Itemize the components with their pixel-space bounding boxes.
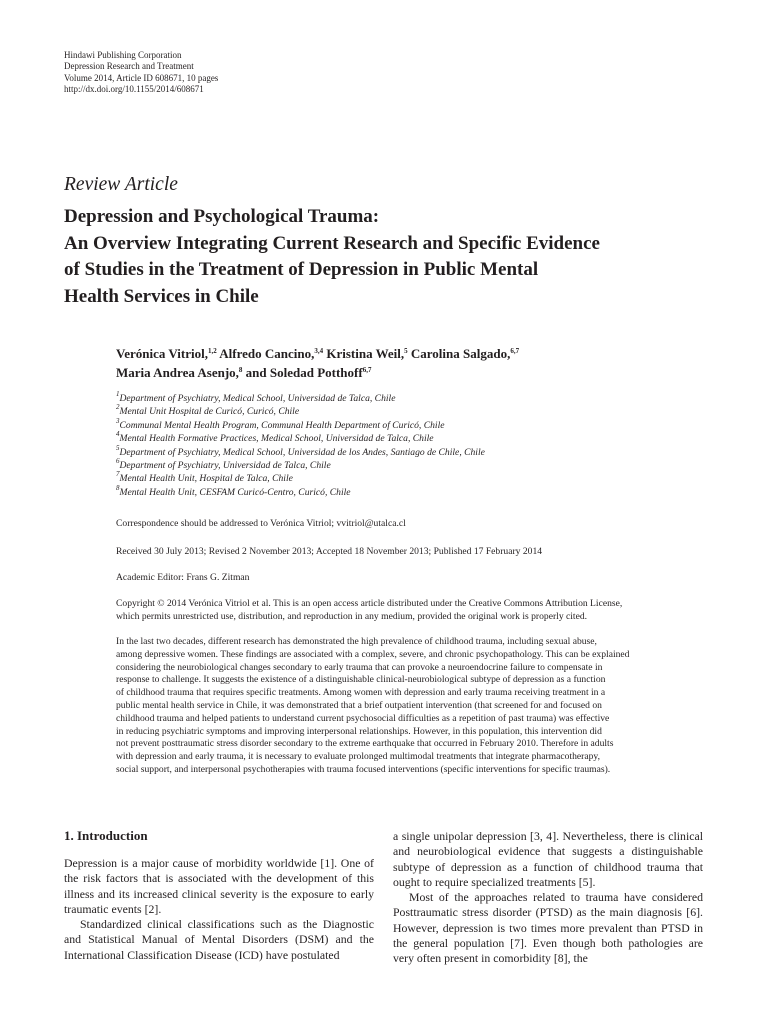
affiliation: $^5$Department of Psychiatry, Medical School, Universidad de los Andes, Santiago de Chile, Chile [116, 443, 485, 458]
paragraph: Depression is a major cause of morbidity worldwide [1]. One of the risk factors that is associated with the development of this illness and its increased clinical severity is the exposure to early traumatic events [2]. [64, 856, 374, 916]
title-line: Health Services in Chile [64, 285, 259, 307]
author: Verónica Vitriol,$^{1,2}$ [116, 346, 217, 361]
title-line: An Overview Integrating Current Research and Specific Evidence [64, 232, 600, 254]
affiliation: $^1$Department of Psychiatry, Medical School, Universidad de Talca, Chile [116, 390, 396, 404]
journal-name: Depression Research and Treatment [64, 61, 194, 72]
paragraph: Most of the approaches related to trauma have considered Posttraumatic stress disorder (PTSD) as the main diagnosis [6]. However, depression is two times more prevalent than PTSD in the general population [7]. Even though both pathologies are very often present in comorbidity [8], the [393, 890, 703, 966]
copyright-notice: Copyright © 2014 Verónica Vitriol et al. This is an open access article distributed under the Creative Commons Attribution License, which permits unrestricted use, distribution, and reproduction in any medium, provided the original work is properly cited. [116, 598, 623, 622]
paragraph: a single unipolar depression [3, 4]. Nevertheless, there is clinical and neurobiological evidence that suggests a distinguishable subtype of depression as a function of childhood trauma that ought to require specialized treatments [5]. [393, 829, 703, 889]
title-line: of Studies in the Treatment of Depression in Public Mental [64, 259, 539, 280]
section-heading: 1. Introduction [64, 828, 148, 843]
author: Maria Andrea Asenjo,$^8$ [116, 365, 243, 380]
affiliation: $^3$Communal Mental Health Program, Communal Health Department of Curicó, Chile [116, 416, 445, 431]
article-title [64, 204, 724, 310]
author-list [116, 344, 716, 382]
body-column-left [64, 856, 374, 963]
title-line: Depression and Psychological Trauma: [64, 206, 380, 227]
author: and Soledad Potthoff$^{6,7}$ [245, 365, 372, 380]
volume-info: Volume 2014, Article ID 608671, 10 pages [64, 72, 219, 83]
publisher: Hindawi Publishing Corporation [64, 50, 182, 60]
body-column-right [393, 829, 703, 967]
affiliation: $^6$Department of Psychiatry, Universidad de Talca, Chile [116, 457, 331, 472]
author: Alfredo Cancino,$^{3,4}$ [219, 346, 324, 361]
correspondence: Correspondence should be addressed to Verónica Vitriol; vvitriol@utalca.cl [116, 518, 406, 529]
doi-link[interactable]: http://dx.doi.org/10.1155/2014/608671 [64, 83, 204, 94]
affiliation: $^8$Mental Health Unit, CESFAM Curicó-Centro, Curicó, Chile [116, 483, 351, 498]
affiliation: $^2$Mental Unit Hospital de Curicó, Curicó, Chile [116, 403, 300, 418]
academic-editor: Academic Editor: Frans G. Zitman [116, 572, 250, 583]
article-type: Review Article [64, 174, 178, 195]
affiliation: $^4$Mental Health Formative Practices, Medical School, Universidad de Talca, Chile [116, 430, 434, 445]
paragraph: Standardized clinical classifications such as the Diagnostic and Statistical Manual of Mental Disorders (DSM) and the International Classification Disease (ICD) have postulated [64, 917, 374, 962]
journal-header [64, 50, 218, 95]
abstract: In the last two decades, different research has demonstrated the high prevalence of childhood trauma, including sexual abuse, among depressive women. These findings are associated with a complex, severe, and chronic psychopathology. This can be explained considering the neurobiological changes secondary to early trauma that can provoke a neuroendocrine failure to compensate in response to challenge. It suggests the existence of a distinguishable clinical-neurobiological subtype of depression as a function of childhood trauma that requires specific treatments. Among women with depression and early trauma receiving treatment in a public mental health service in Chile, it was demonstrated that a brief outpatient intervention (that screened for and focused on childhood trauma and helped patients to understand current psychosocial difficulties as a repetition of past trauma) was effective in reducing psychiatric symptoms and improving interpersonal relationships. However, in this population, this intervention did not prevent posttraumatic stress disorder secondary to the extreme earthquake that occurred in February 2010. Therefore in adults with depression and early trauma, it is necessary to evaluate prolonged multimodal treatments that integrate pharmacotherapy, social support, and interpersonal psychotherapies with trauma focused interventions (specific interventions for specific traumas). [116, 636, 630, 775]
author: Carolina Salgado,$^{6,7}$ [410, 346, 520, 361]
affiliation-list [116, 392, 485, 499]
author: Kristina Weil,$^5$ [326, 346, 408, 361]
publication-dates: Received 30 July 2013; Revised 2 November 2013; Accepted 18 November 2013; Published 17 February 2014 [116, 546, 543, 557]
affiliation: $^7$Mental Health Unit, Hospital de Talca, Chile [116, 470, 293, 485]
